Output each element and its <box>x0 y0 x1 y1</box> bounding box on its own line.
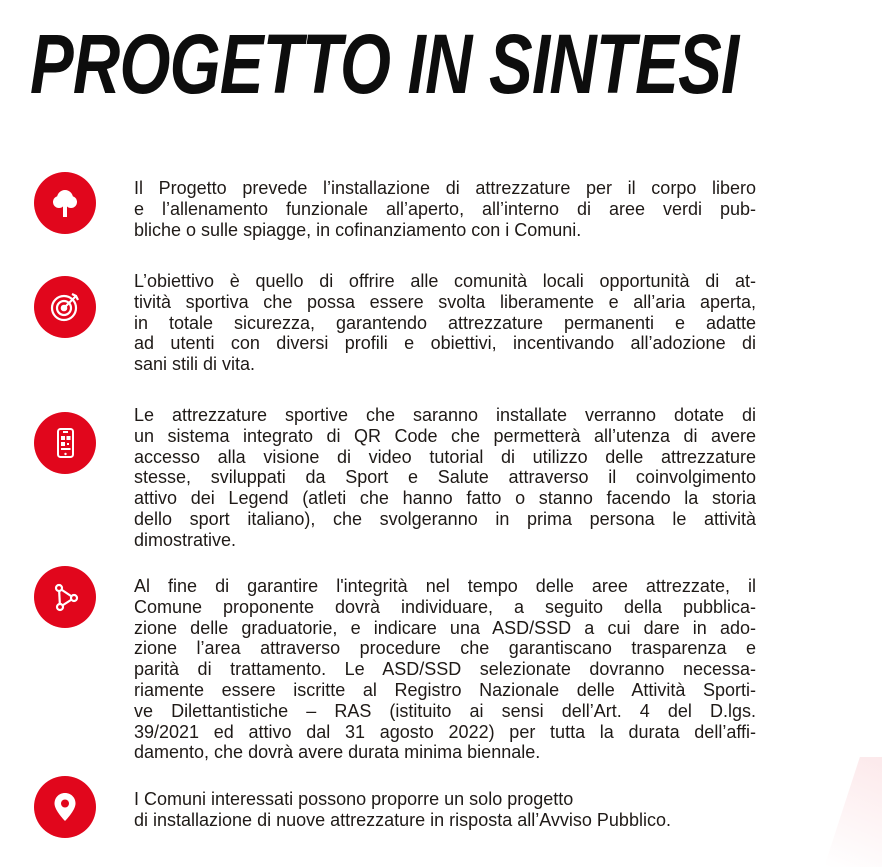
paragraph-2: L’obiettivo è quello di offrire alle comunità locali opportunità di at- tività sportiva che possa essere svolta liberamente e all’aria aperta, in totale sicurezza, garantendo attrezzature permanenti e adatte ad utenti con diversi profili e obiettivi, incentivando all’adozione di sani stili di vita. <box>134 271 756 375</box>
paragraph-3: Le attrezzature sportive che saranno installate verranno dotate di un sistema integrato di QR Code che permetterà all’utenza di avere accesso alla visione di video tutorial di utilizzo delle attrezzature stesse, sviluppati da Sport e Salute attraverso il coinvolgimento attivo dei Legend (atleti che hanno fatto o stanno facendo la storia dello sport italiano), che svolgeranno in prima persona le attività dimostrative. <box>134 405 756 550</box>
paragraph-5: I Comuni interessati possono proporre un solo progetto di installazione di nuove attrezzature in risposta all’Avviso Pubblico. <box>134 789 671 830</box>
page-title: PROGETTO IN SINTESI <box>30 17 739 111</box>
decorative-corner-shape <box>824 757 882 867</box>
network-triangle-icon <box>34 566 96 628</box>
smartphone-qr-icon <box>34 412 96 474</box>
tree-icon <box>34 172 96 234</box>
location-pin-icon <box>34 776 96 838</box>
paragraph-4: Al fine di garantire l'integrità nel tempo delle aree attrezzate, il Comune proponente dovrà individuare, a seguito della pubblica- zione delle graduatorie, e indicare una ASD/SSD a cui dare in ado- zione l’area attraverso procedure che garantiscano trasparenza e parità di trattamento. Le ASD/SSD selezionate dovranno necessa- riamente essere iscritte al Registro Nazionale delle Attività Sporti- ve Dilettantistiche – RAS (istituito ai sensi dell’Art. 4 del D.lgs. 39/2021 ed attivo dal 31 agosto 2022) per tutta la durata dell’affi- damento, che dovrà avere durata minima biennale. <box>134 576 756 763</box>
paragraph-1: Il Progetto prevede l’installazione di attrezzature per il corpo libero e l’allenamento funzionale all’aperto, all’interno di aree verdi pub- bliche o sulle spiagge, in cofinanziamento con i Comuni. <box>134 178 756 240</box>
target-icon <box>34 276 96 338</box>
